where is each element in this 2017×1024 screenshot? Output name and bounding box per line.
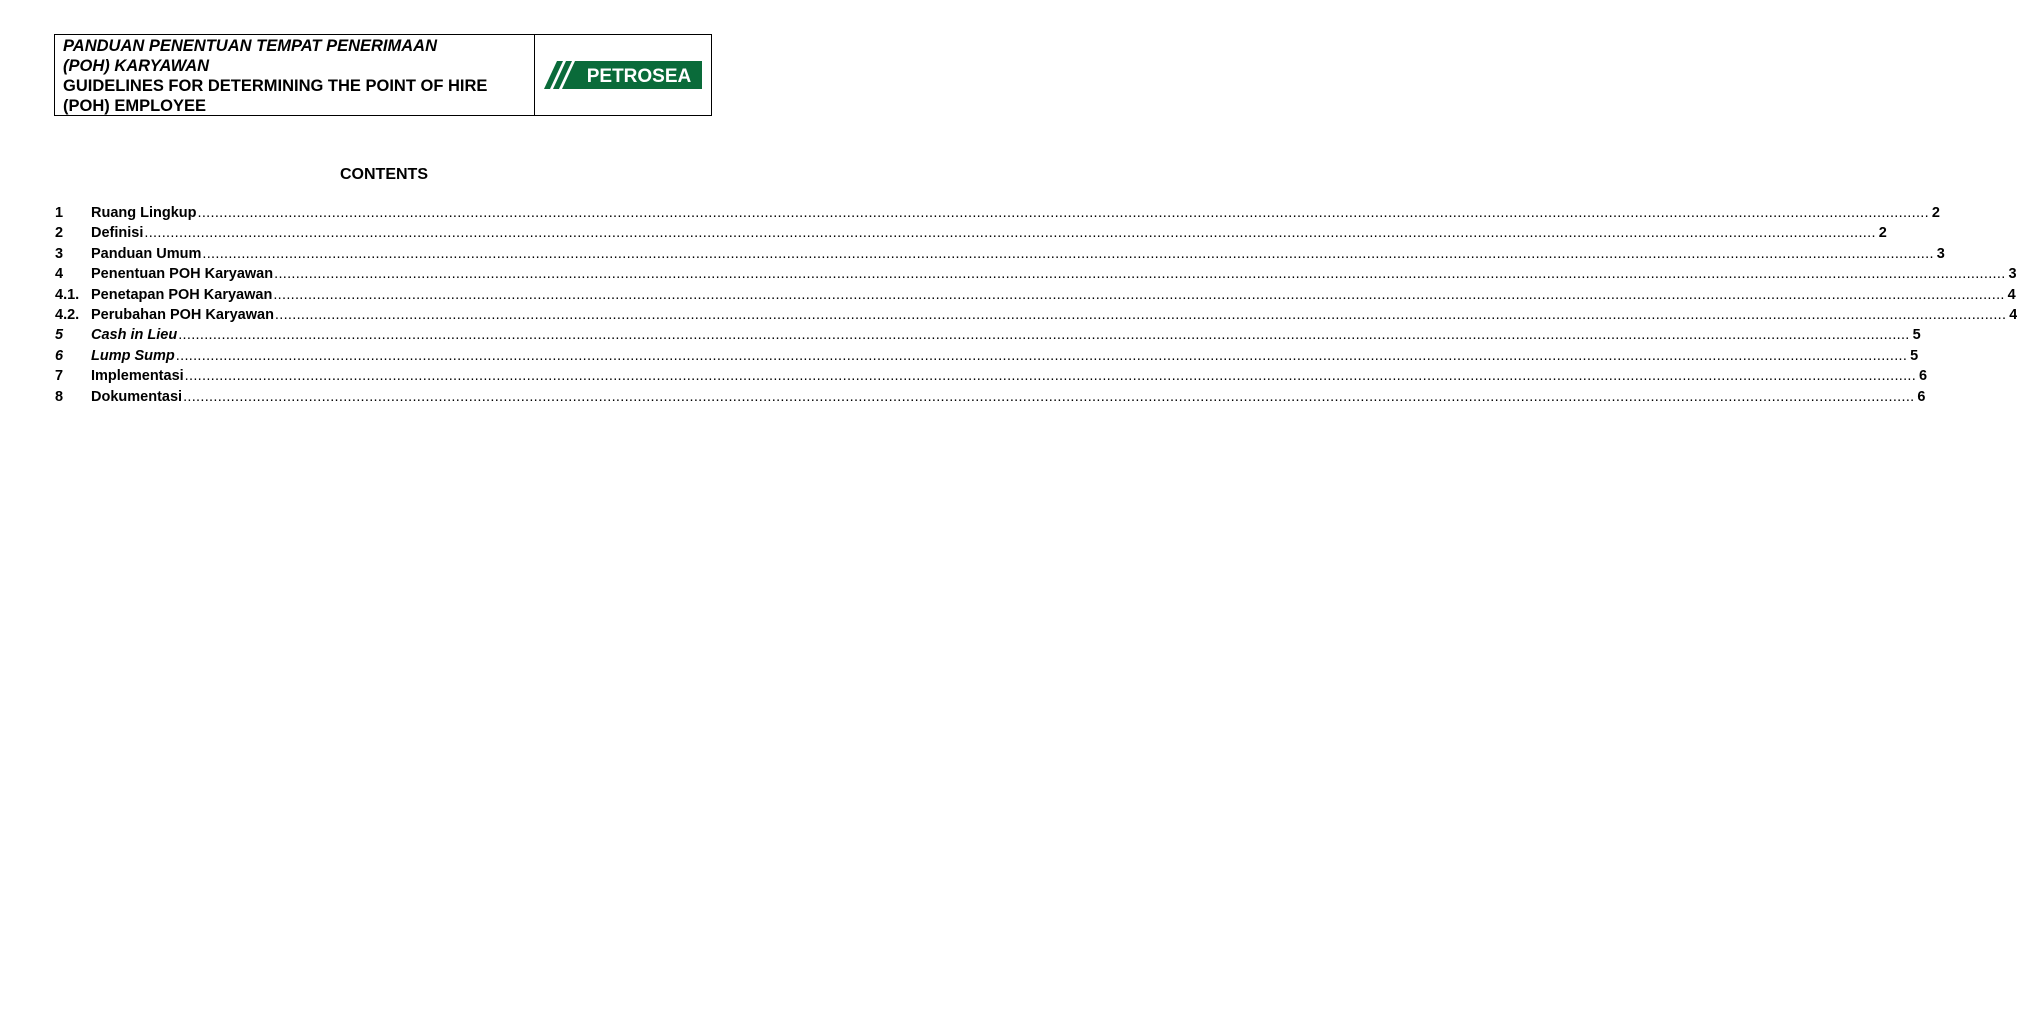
toc-entry-number: 5 — [55, 327, 64, 344]
toc-entry-title: Penentuan POH Karyawan — [91, 266, 274, 283]
toc-entry-page: 2 — [1931, 205, 1940, 221]
toc-entry-page: 4 — [2007, 286, 2016, 303]
toc-dot-leader: ................................................................................................................................................................................................................................................................................................................................................................................................................ — [184, 368, 1917, 385]
toc-entry-page: 4 — [2009, 306, 2017, 323]
toc-entry[interactable] — [55, 388, 1926, 409]
document-title-block — [55, 35, 535, 115]
toc-entry[interactable] — [55, 225, 1887, 245]
toc-entry-title: Ruang Lingkup — [91, 205, 197, 221]
petrosea-logo — [535, 35, 711, 115]
toc-entry[interactable] — [55, 245, 1945, 266]
logo-wordmark: PETROSEA — [586, 66, 692, 87]
toc-entry[interactable] — [55, 286, 2016, 307]
petrosea-logo-icon — [543, 60, 703, 90]
toc-entry-number: 8 — [55, 388, 64, 405]
toc-entry-number: 4 — [55, 266, 64, 283]
toc-entry-title: Panduan Umum — [91, 245, 202, 262]
toc-entry-title: Implementasi — [91, 368, 184, 385]
toc-entry-title: Penetapan POH Karyawan — [91, 286, 273, 303]
toc-entry[interactable] — [55, 266, 2017, 286]
toc-entry-title: Lump Sump — [91, 347, 175, 364]
toc-entry-title: Dokumentasi — [91, 388, 183, 405]
toc-dot-leader: ................................................................................................................................................................................................................................................................................................................................................................................................................ — [175, 347, 1908, 364]
toc-dot-leader: ................................................................................................................................................................................................................................................................................................................................................................................................................ — [273, 286, 2005, 303]
title-english-line2: (POH) EMPLOYEE — [63, 97, 207, 115]
toc-entry-number: 7 — [55, 368, 64, 385]
toc-entry-page: 3 — [2008, 266, 2017, 283]
toc-dot-leader: ................................................................................................................................................................................................................................................................................................................................................................................................................ — [274, 266, 2006, 283]
document-header — [54, 34, 712, 116]
toc-entry[interactable] — [55, 347, 1919, 368]
toc-dot-leader: ................................................................................................................................................................................................................................................................................................................................................................................................................ — [202, 245, 1934, 262]
toc-entry-number: 2 — [55, 225, 64, 242]
toc-entry-title: Definisi — [91, 225, 144, 242]
title-indonesian-line2: (POH) KARYAWAN — [63, 57, 210, 75]
toc-entry-title: Cash in Lieu — [91, 327, 178, 344]
toc-entry-number: 1 — [55, 205, 64, 221]
toc-entry-page: 6 — [1917, 388, 1926, 405]
contents-heading: CONTENTS — [340, 166, 428, 183]
toc-entry-number: 4.1. — [55, 286, 80, 303]
table-of-contents — [55, 205, 2017, 409]
toc-entry[interactable] — [55, 205, 1940, 225]
toc-entry-page: 2 — [1878, 225, 1887, 242]
toc-entry-number: 6 — [55, 347, 64, 364]
toc-entry-page: 3 — [1936, 245, 1945, 262]
toc-entry-number: 3 — [55, 245, 64, 262]
toc-dot-leader: ................................................................................................................................................................................................................................................................................................................................................................................................................ — [274, 306, 2007, 323]
toc-entry-page: 6 — [1919, 368, 1928, 385]
toc-entry-page: 5 — [1910, 347, 1919, 364]
toc-entry[interactable] — [55, 306, 2017, 327]
toc-entry-page: 5 — [1912, 327, 1921, 344]
toc-dot-leader: ................................................................................................................................................................................................................................................................................................................................................................................................................ — [197, 205, 1929, 221]
toc-entry-title: Perubahan POH Karyawan — [91, 306, 274, 323]
toc-entry[interactable] — [55, 327, 1921, 347]
toc-entry-number: 4.2. — [55, 306, 80, 323]
title-indonesian-line1: PANDUAN PENENTUAN TEMPAT PENERIMAAN — [63, 37, 438, 55]
toc-dot-leader: ................................................................................................................................................................................................................................................................................................................................................................................................................ — [178, 327, 1910, 344]
title-english-line1: GUIDELINES FOR DETERMINING THE POINT OF HIRE — [63, 77, 488, 95]
toc-entry[interactable] — [55, 368, 1928, 388]
toc-dot-leader: ................................................................................................................................................................................................................................................................................................................................................................................................................ — [183, 388, 1915, 405]
toc-dot-leader: ................................................................................................................................................................................................................................................................................................................................................................................................................ — [144, 225, 1876, 242]
